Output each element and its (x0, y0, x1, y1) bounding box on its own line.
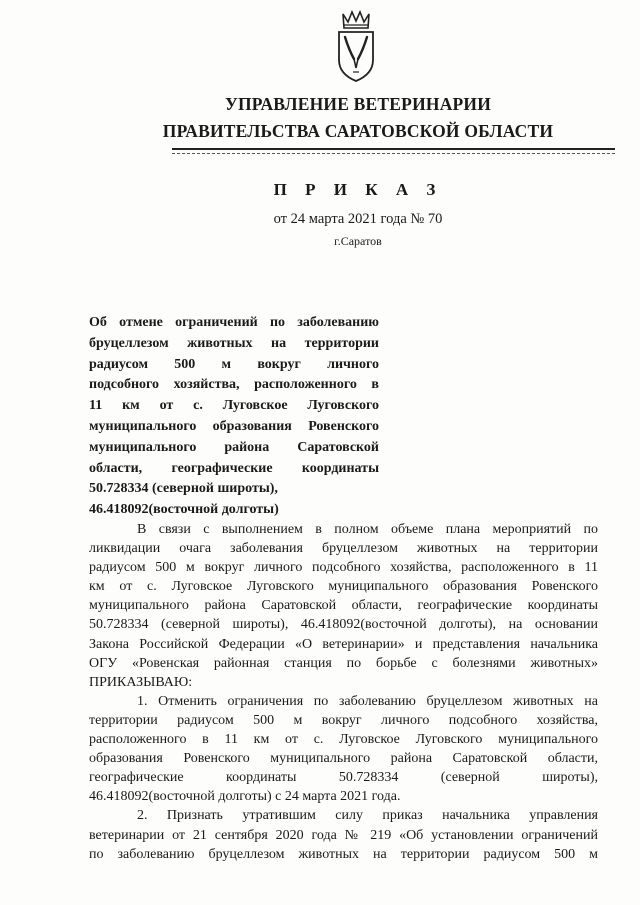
body-line: ликвидации очага заболевания бруцеллезом животных на территории (89, 541, 598, 557)
subject-line: радиусом 500 м вокруг личного (89, 356, 379, 372)
body-line: по заболеванию бруцеллезом животных на территории радиусом 500 м (89, 846, 598, 862)
body-line: образования Ровенского муниципального района Саратовской области, (89, 751, 598, 767)
body-line: ОГУ «Ровенская районная станция по борьбе с болезнями животных» (89, 655, 598, 671)
body-line: муниципального района Саратовской области, географические координаты (89, 598, 598, 614)
order-city: г.Саратов (334, 234, 382, 248)
body-line: ПРИКАЗЫВАЮ: (89, 674, 193, 690)
organization-name-line2: ПРАВИТЕЛЬСТВА САРАТОВСКОЙ ОБЛАСТИ (162, 121, 554, 141)
subject-line: Об отмене ограничений по заболеванию (89, 315, 379, 330)
header-divider-thick (172, 148, 615, 150)
body-line: В связи с выполнением в полном объеме плана мероприятий по (137, 522, 598, 537)
subject-line: муниципального образования Ровенского (89, 418, 379, 434)
order-date-number: от 24 марта 2021 года № 70 (273, 211, 443, 227)
document-type-title: П Р И К А З (273, 180, 443, 199)
body-line: 2. Признать утратившим силу приказ начальника управления (137, 808, 598, 824)
body-line: расположенного в 11 км от с. Луговское Луговского муниципального (89, 732, 598, 748)
body-line: 50.728334 (северной широты), 46.418092(восточной долготы), на основании (89, 617, 598, 633)
body-line: 1. Отменить ограничения по заболеванию бруцеллезом животных на (137, 693, 598, 709)
subject-line: 11 км от с. Луговское Луговского (89, 398, 379, 414)
subject-line: области, географические координаты (89, 460, 379, 476)
organization-name-line1: УПРАВЛЕНИЕ ВЕТЕРИНАРИИ (224, 94, 492, 114)
subject-line: подсобного хозяйства, расположенного в (89, 377, 379, 393)
subject-line: 46.418092(восточной долготы) (89, 502, 279, 518)
body-line: Закона Российской Федерации «О ветеринарии» и представления начальника (89, 636, 598, 652)
body-line: км от с. Луговское Луговского муниципального образования Ровенского (89, 579, 598, 595)
body-line: 46.418092(восточной долготы) с 24 марта 2021 года. (89, 789, 401, 805)
order-body (89, 520, 598, 864)
body-line: радиусом 500 м вокруг личного подсобного хозяйства, расположенного в 11 (89, 560, 598, 576)
order-subject (89, 313, 379, 521)
saratov-coat-of-arms-icon (333, 10, 379, 84)
subject-line: 50.728334 (северной широты), (89, 481, 278, 497)
subject-line: бруцеллезом животных на территории (89, 335, 379, 351)
body-line: территории радиусом 500 м вокруг личного подсобного хозяйства, (89, 712, 598, 728)
subject-line: муниципального района Саратовской (89, 439, 379, 455)
body-line: ветеринарии от 21 сентября 2020 года № 219 «Об установлении ограничений (89, 827, 598, 843)
header-divider-thin (172, 153, 615, 154)
body-line: географические координаты 50.728334 (северной широты), (89, 770, 598, 786)
